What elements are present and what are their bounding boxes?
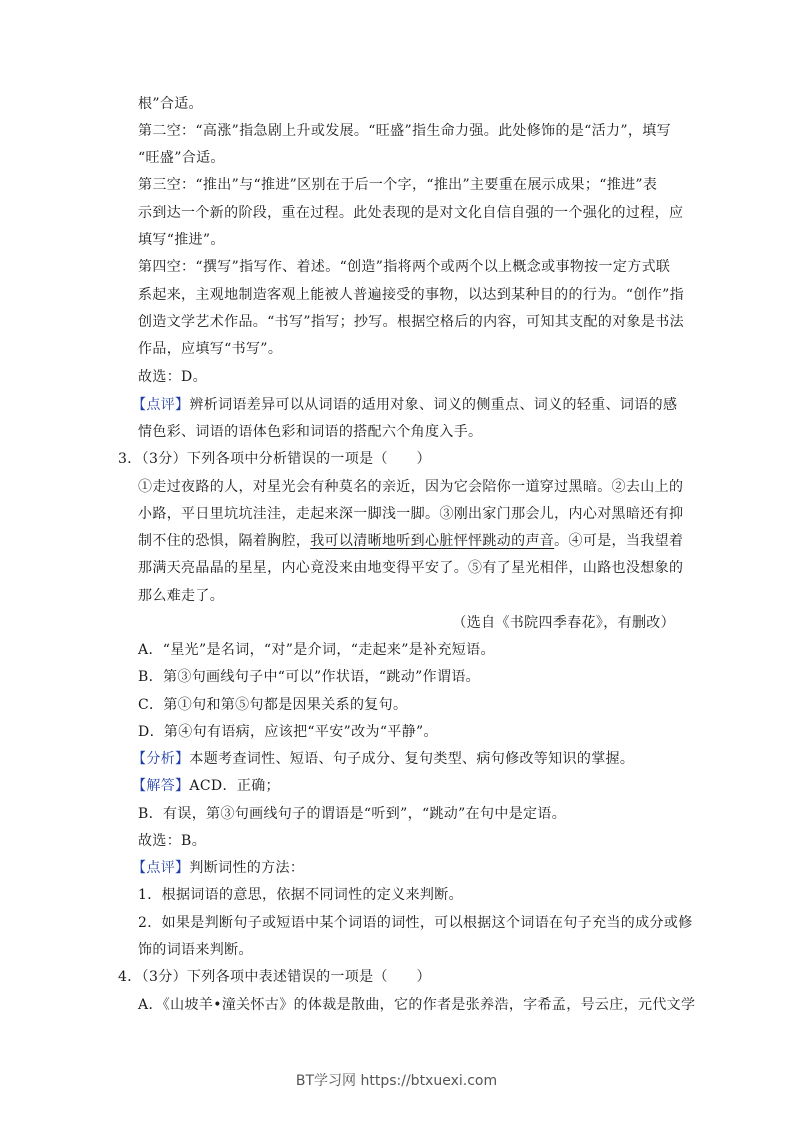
review-line-2: 情色彩、词语的语体色彩和词语的搭配六个角度入手。	[138, 424, 483, 440]
review-point-1: 1．根据词语的意思，依据不同词性的定义来判断。	[138, 887, 463, 903]
passage-line: 那满天亮晶晶的星星，内心竟没来由地变得平安了。⑤有了星光相伴，山路也没想象的	[138, 560, 684, 576]
option-a: A．《山坡羊•潼关怀古》的体裁是散曲，它的作者是张养浩，字希孟，号云庄，元代文学	[138, 997, 696, 1013]
review-point-2-cont: 饰的词语来判断。	[138, 942, 253, 958]
passage-text: 。④可是，当我望着	[554, 533, 684, 549]
review-text: 判断词性的方法：	[189, 860, 305, 876]
passage-source: （选自《书院四季春花》，有删改）	[452, 615, 675, 631]
answer-b-line: B．有误，第③句画线句子的谓语是“听到”，“跳动”在句中是定语。	[138, 806, 567, 822]
analysis-line	[132, 749, 634, 769]
text-line: 示到达一个新的阶段，重在过程。此处表现的是对文化自信自强的一个强化的过程，应	[138, 205, 684, 221]
answer-text: ACD．正确；	[189, 778, 280, 794]
passage-line	[138, 531, 683, 551]
answer-line	[132, 776, 280, 796]
option-d: D．第④句有语病，应该把“平安”改为“平静”。	[138, 724, 438, 740]
review-line	[132, 858, 304, 878]
text-line: 系起来，主观地制造客观上能被人普遍接受的事物，以达到某种目的的行为。“创作”指	[138, 287, 684, 303]
text-line: 第四空：“撰写”指写作、着述。“创造”指将两个或两个以上概念或事物按一定方式联	[138, 259, 671, 275]
review-tag: 【点评】	[132, 860, 190, 876]
review-line	[132, 395, 677, 415]
review-point-2: 2．如果是判断句子或短语中某个词语的词性，可以根据这个词语在句子充当的成分或修	[138, 915, 693, 931]
question-3-title: 3．（3分）下列各项中分析错误的一项是（ ）	[118, 451, 431, 467]
answer-choice: 故选：D。	[138, 369, 207, 385]
question-4-title: 4．（3分）下列各项中表述错误的一项是（ ）	[118, 969, 431, 985]
answer-tag: 【解答】	[132, 778, 190, 794]
answer-choice: 故选：B。	[138, 833, 207, 849]
passage-line: ①走过夜路的人，对星光会有种莫名的亲近，因为它会陪你一道穿过黑暗。②去山上的	[138, 479, 684, 495]
option-a: A．“星光”是名词，“对”是介词，“走起来”是补充短语。	[138, 642, 495, 658]
text-line: “旺盛”合适。	[138, 150, 225, 166]
text-line: 第三空：“推出”与“推进”区别在于后一个字，“推出”主要重在展示成果；“推进”表	[138, 177, 658, 193]
text-line: 作品，应填写“书写”。	[138, 341, 283, 357]
passage-text: 制不住的恐惧，隔着胸腔，	[138, 533, 311, 549]
passage-line: 小路，平日里坑坑洼洼，走起来深一脚浅一脚。③刚出家门那会儿，内心对黑暗还有抑	[138, 506, 684, 522]
option-c: C．第①句和第⑤句都是因果关系的复句。	[138, 697, 408, 713]
analysis-text: 本题考查词性、短语、句子成分、复句类型、病句修改等知识的掌握。	[189, 751, 635, 767]
option-b: B．第③句画线句子中“可以”作状语，“跳动”作谓语。	[138, 669, 481, 685]
text-line: 第二空：“高涨”指急剧上升或发展。“旺盛”指生命力强。此处修饰的是“活力”，填写	[138, 123, 671, 139]
passage-line: 那么难走了。	[138, 588, 225, 604]
review-text: 辨析词语差异可以从词语的适用对象、词义的侧重点、词义的轻重、词语的感	[189, 397, 678, 413]
text-line: 根”合适。	[138, 96, 203, 112]
text-line: 填写“推进”。	[138, 232, 225, 248]
footer-watermark: BT学习网 https://btxuexi.com	[295, 1073, 498, 1089]
review-tag: 【点评】	[132, 397, 190, 413]
analysis-tag: 【分析】	[132, 751, 190, 767]
underlined-sentence: 我可以清晰地听到心脏怦怦跳动的声音	[310, 533, 555, 549]
text-line: 创造文学艺术作品。“书写”指写；抄写。根据空格后的内容，可知其支配的对象是书法	[138, 314, 684, 330]
